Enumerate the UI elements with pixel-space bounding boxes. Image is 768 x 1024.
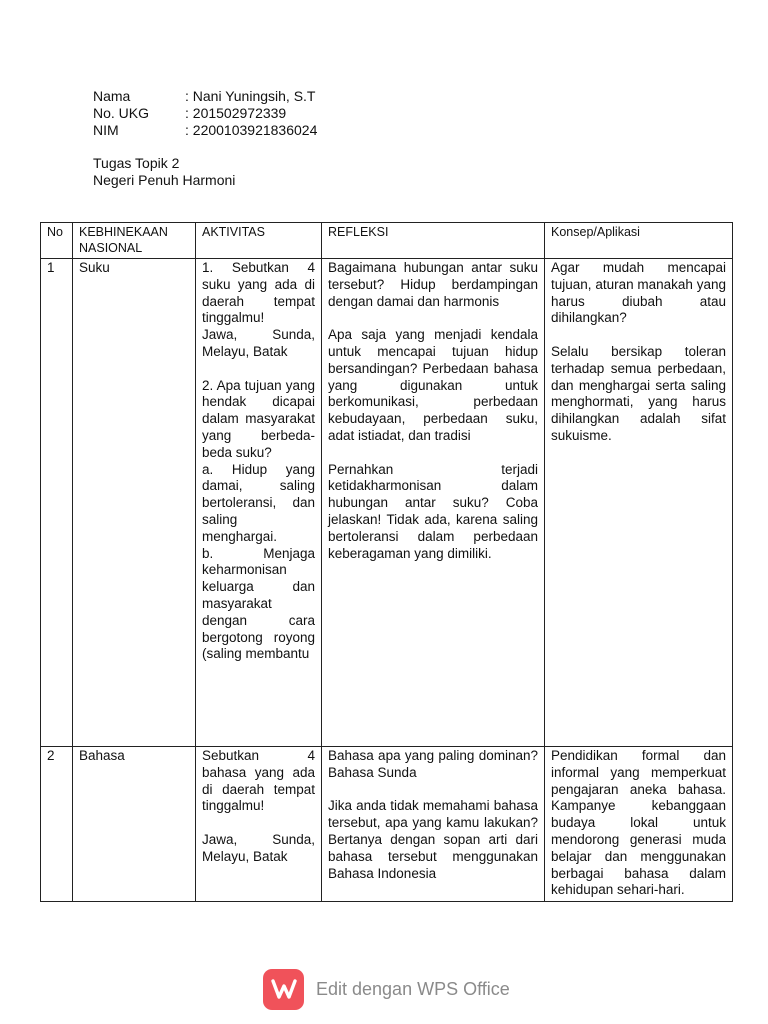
row-kebhinekaan: Suku — [73, 259, 196, 747]
table-row — [41, 259, 733, 747]
header-refleksi: REFLEKSI — [322, 223, 545, 259]
row-refleksi: Bahasa apa yang paling dominan? Bahasa Sunda Jika anda tidak memahami bahasa tersebut, apa yang kamu lakukan? Bertanya dengan sopan arti dari bahasa tersebut menggunakan Bahasa Indonesia — [322, 747, 545, 902]
header-aktivitas: AKTIVITAS — [196, 223, 322, 259]
wps-edit-banner[interactable] — [263, 969, 510, 1009]
wps-edit-text[interactable]: Edit dengan WPS Office — [316, 978, 510, 999]
assignment-topic: Tugas Topik 2 — [93, 155, 180, 171]
nama-value: : Nani Yuningsih, S.T — [185, 88, 316, 104]
nim-label: NIM — [93, 122, 119, 138]
identity-block — [93, 88, 317, 139]
row-konsep: Pendidikan formal dan informal yang memperkuat pengajaran aneka bahasa. Kampanye kebanggaan budaya lokal untuk mendorong generasi muda belajar dan menggunakan berbagai bahasa dalam kehidupan sehari-hari. — [545, 747, 733, 902]
row-number: 1 — [41, 259, 73, 747]
row-aktivitas: Sebutkan 4 bahasa yang ada di daerah tempat tinggalmu! Jawa, Sunda, Melayu, Batak — [196, 747, 322, 902]
row-refleksi: Bagaimana hubungan antar suku tersebut? Hidup berdampingan dengan damai dan harmonis Apa saja yang menjadi kendala untuk mencapai tujuan hidup bersandingan? Perbedaan bahasa yang digunakan untuk berkomunikasi, perbedaan kebudayaan, perbedaan suku, adat istiadat, dan tradisi Pernahkan terjadi ketidakharmonisan dalam hubungan antar suku? Coba jelaskan! Tidak ada, karena saling bertoleransi dalam perbedaan keberagaman yang dimiliki. — [322, 259, 545, 747]
table-row — [41, 747, 733, 902]
header-no: No — [41, 223, 73, 259]
row-kebhinekaan: Bahasa — [73, 747, 196, 902]
assignment-title — [93, 155, 235, 189]
row-konsep: Agar mudah mencapai tujuan, aturan manakah yang harus diubah atau dihilangkan? Selalu bersikap toleran terhadap semua perbedaan, dan menghargai serta saling menghormati, yang harus dihilangkan adalah sifat sukuisme. — [545, 259, 733, 747]
nama-label: Nama — [93, 88, 131, 104]
header-kebhinekaan: KEBHINEKAAN NASIONAL — [73, 223, 196, 259]
table-header-row — [41, 223, 733, 259]
ukg-value: : 201502972339 — [185, 105, 287, 121]
row-number: 2 — [41, 747, 73, 902]
ukg-label: No. UKG — [93, 105, 150, 121]
kebhinekaan-table — [40, 222, 733, 902]
header-konsep: Konsep/Aplikasi — [545, 223, 733, 259]
wps-logo-icon — [263, 969, 304, 1010]
assignment-name: Negeri Penuh Harmoni — [93, 172, 236, 188]
row-aktivitas: 1. Sebutkan 4 suku yang ada di daerah tempat tinggalmu! Jawa, Sunda, Melayu, Batak 2. Apa tujuan yang hendak dicapai dalam masyarakat yang berbeda-beda suku? a. Hidup yang damai, saling bertoleransi, dan saling menghargai. b. Menjaga keharmonisan keluarga dan masyarakat dengan cara bergotong royong (saling membantu — [196, 259, 322, 747]
nim-value: : 2200103921836024 — [185, 122, 318, 138]
